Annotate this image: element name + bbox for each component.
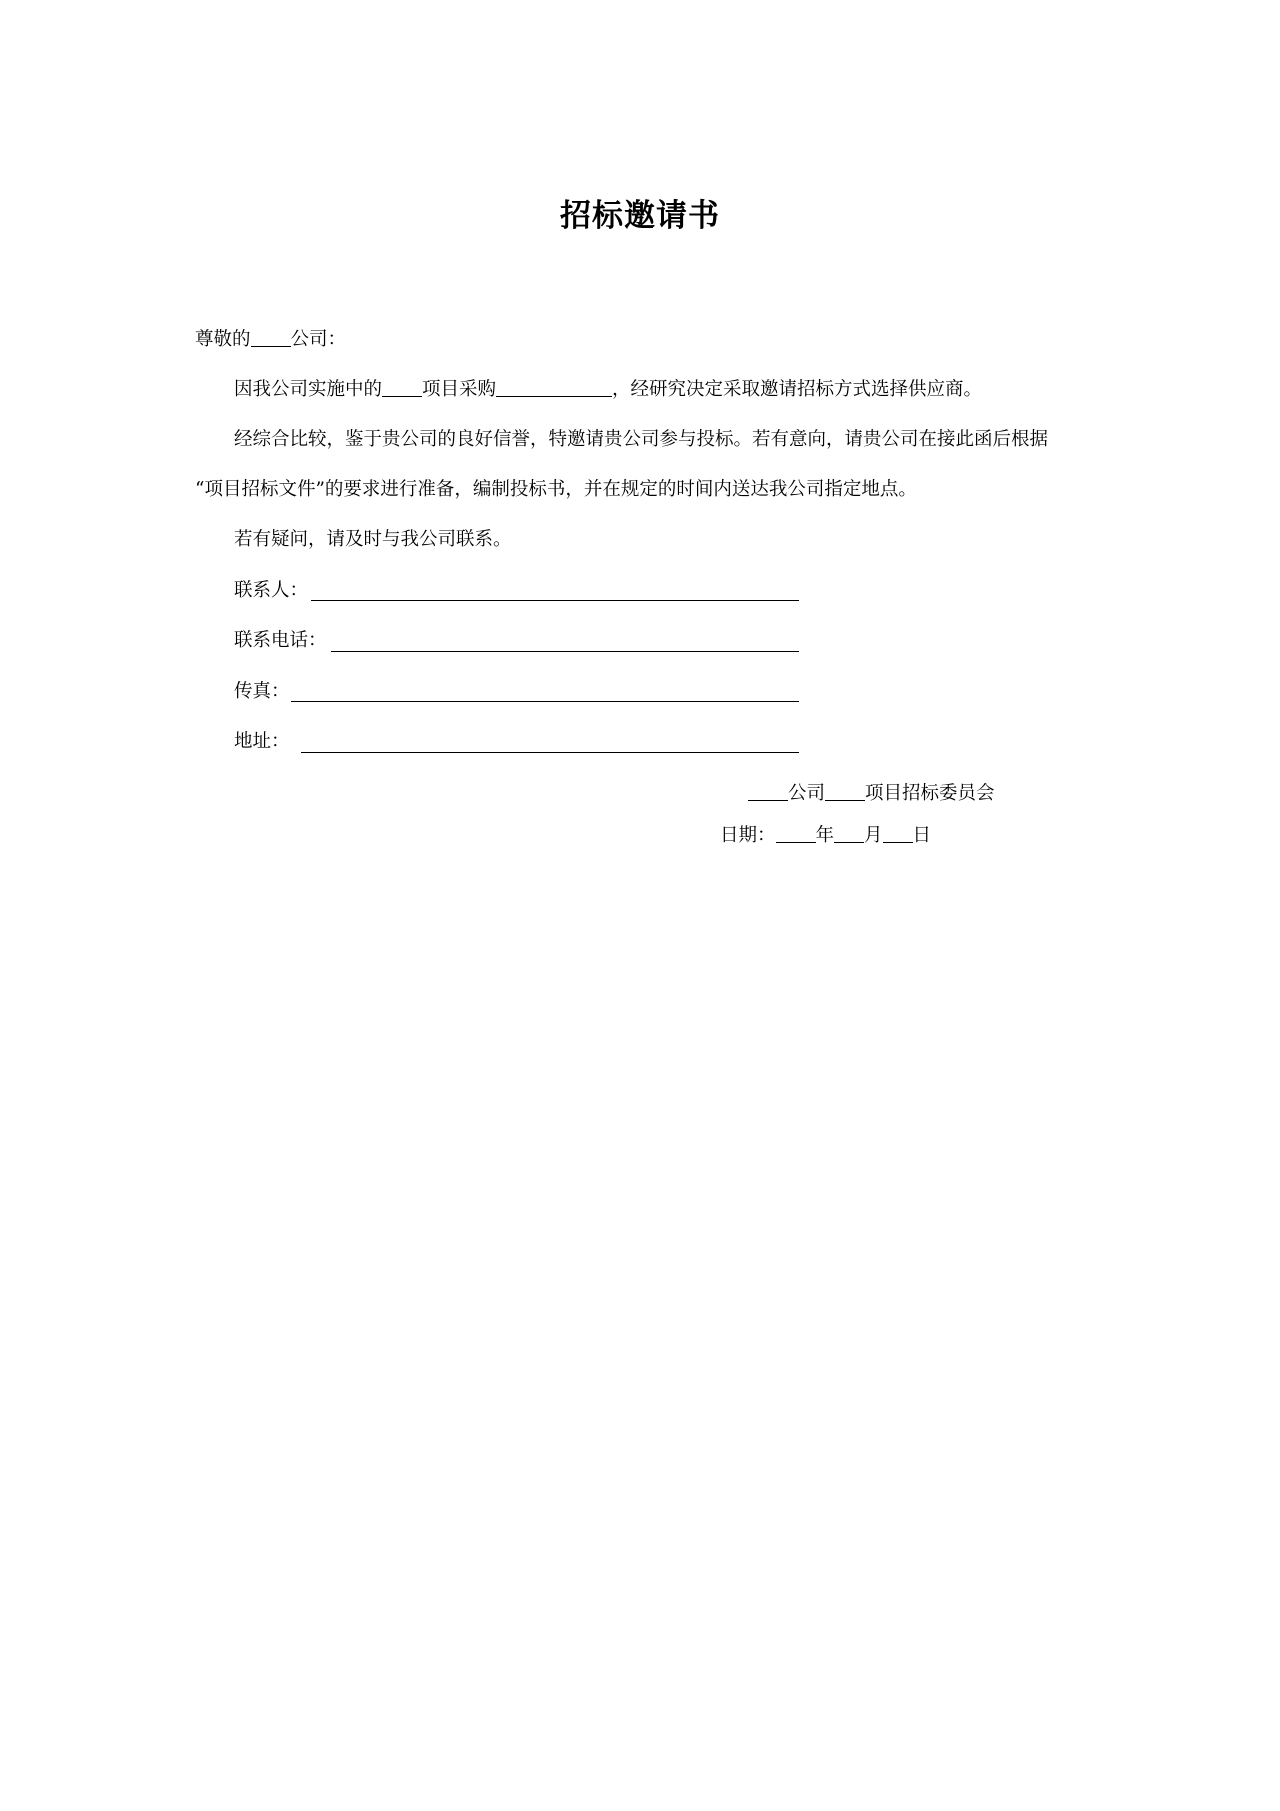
- signature-project-blank: [825, 782, 865, 801]
- date-label: 日期：: [720, 825, 776, 846]
- procurement-item-blank: [496, 378, 612, 397]
- phone-label: 联系电话：: [234, 630, 327, 651]
- phone-field-line: [331, 651, 799, 652]
- paragraph-2-line-2: “项目招标文件”的要求进行准备，编制投标书，并在规定的时间内送达我公司指定地点。: [195, 479, 917, 500]
- date-day-label: 日: [912, 825, 932, 846]
- contact-person-label: 联系人：: [234, 580, 309, 601]
- paragraph-1-part-2: 项目采购: [422, 379, 497, 400]
- salutation-prefix: 尊敬的: [195, 329, 251, 350]
- paragraph-1-part-3: ，经研究决定采取邀请招标方式选择供应商。: [612, 379, 983, 400]
- project-name-blank: [382, 378, 422, 397]
- signature-line: [748, 780, 995, 807]
- signature-committee-suffix: 项目招标委员会: [865, 783, 995, 804]
- signature-company-blank: [748, 782, 788, 801]
- date-line: [720, 822, 931, 849]
- address-label: 地址：: [234, 731, 290, 752]
- date-year-label: 年: [815, 825, 835, 846]
- date-day-blank: [883, 824, 913, 843]
- paragraph-3: 若有疑问，请及时与我公司联系。: [234, 529, 512, 550]
- date-month-label: 月: [864, 825, 883, 846]
- paragraph-1: [234, 376, 982, 403]
- date-month-blank: [834, 824, 864, 843]
- document-title: 招标邀请书: [560, 198, 720, 234]
- paragraph-2-line-1: 经综合比较，鉴于贵公司的良好信誉，特邀请贵公司参与投标。若有意向，请贵公司在接此函后根据: [234, 429, 1049, 450]
- salutation-suffix: 公司：: [290, 329, 347, 350]
- signature-company-suffix: 公司: [788, 783, 826, 804]
- address-field-line: [301, 752, 799, 753]
- salutation-line: [195, 326, 346, 353]
- fax-field-line: [291, 701, 799, 702]
- date-year-blank: [776, 824, 816, 843]
- paragraph-1-part-1: 因我公司实施中的: [234, 379, 383, 400]
- contact-person-field-line: [311, 600, 799, 601]
- fax-label: 传真：: [234, 681, 290, 702]
- company-name-blank: [251, 328, 291, 347]
